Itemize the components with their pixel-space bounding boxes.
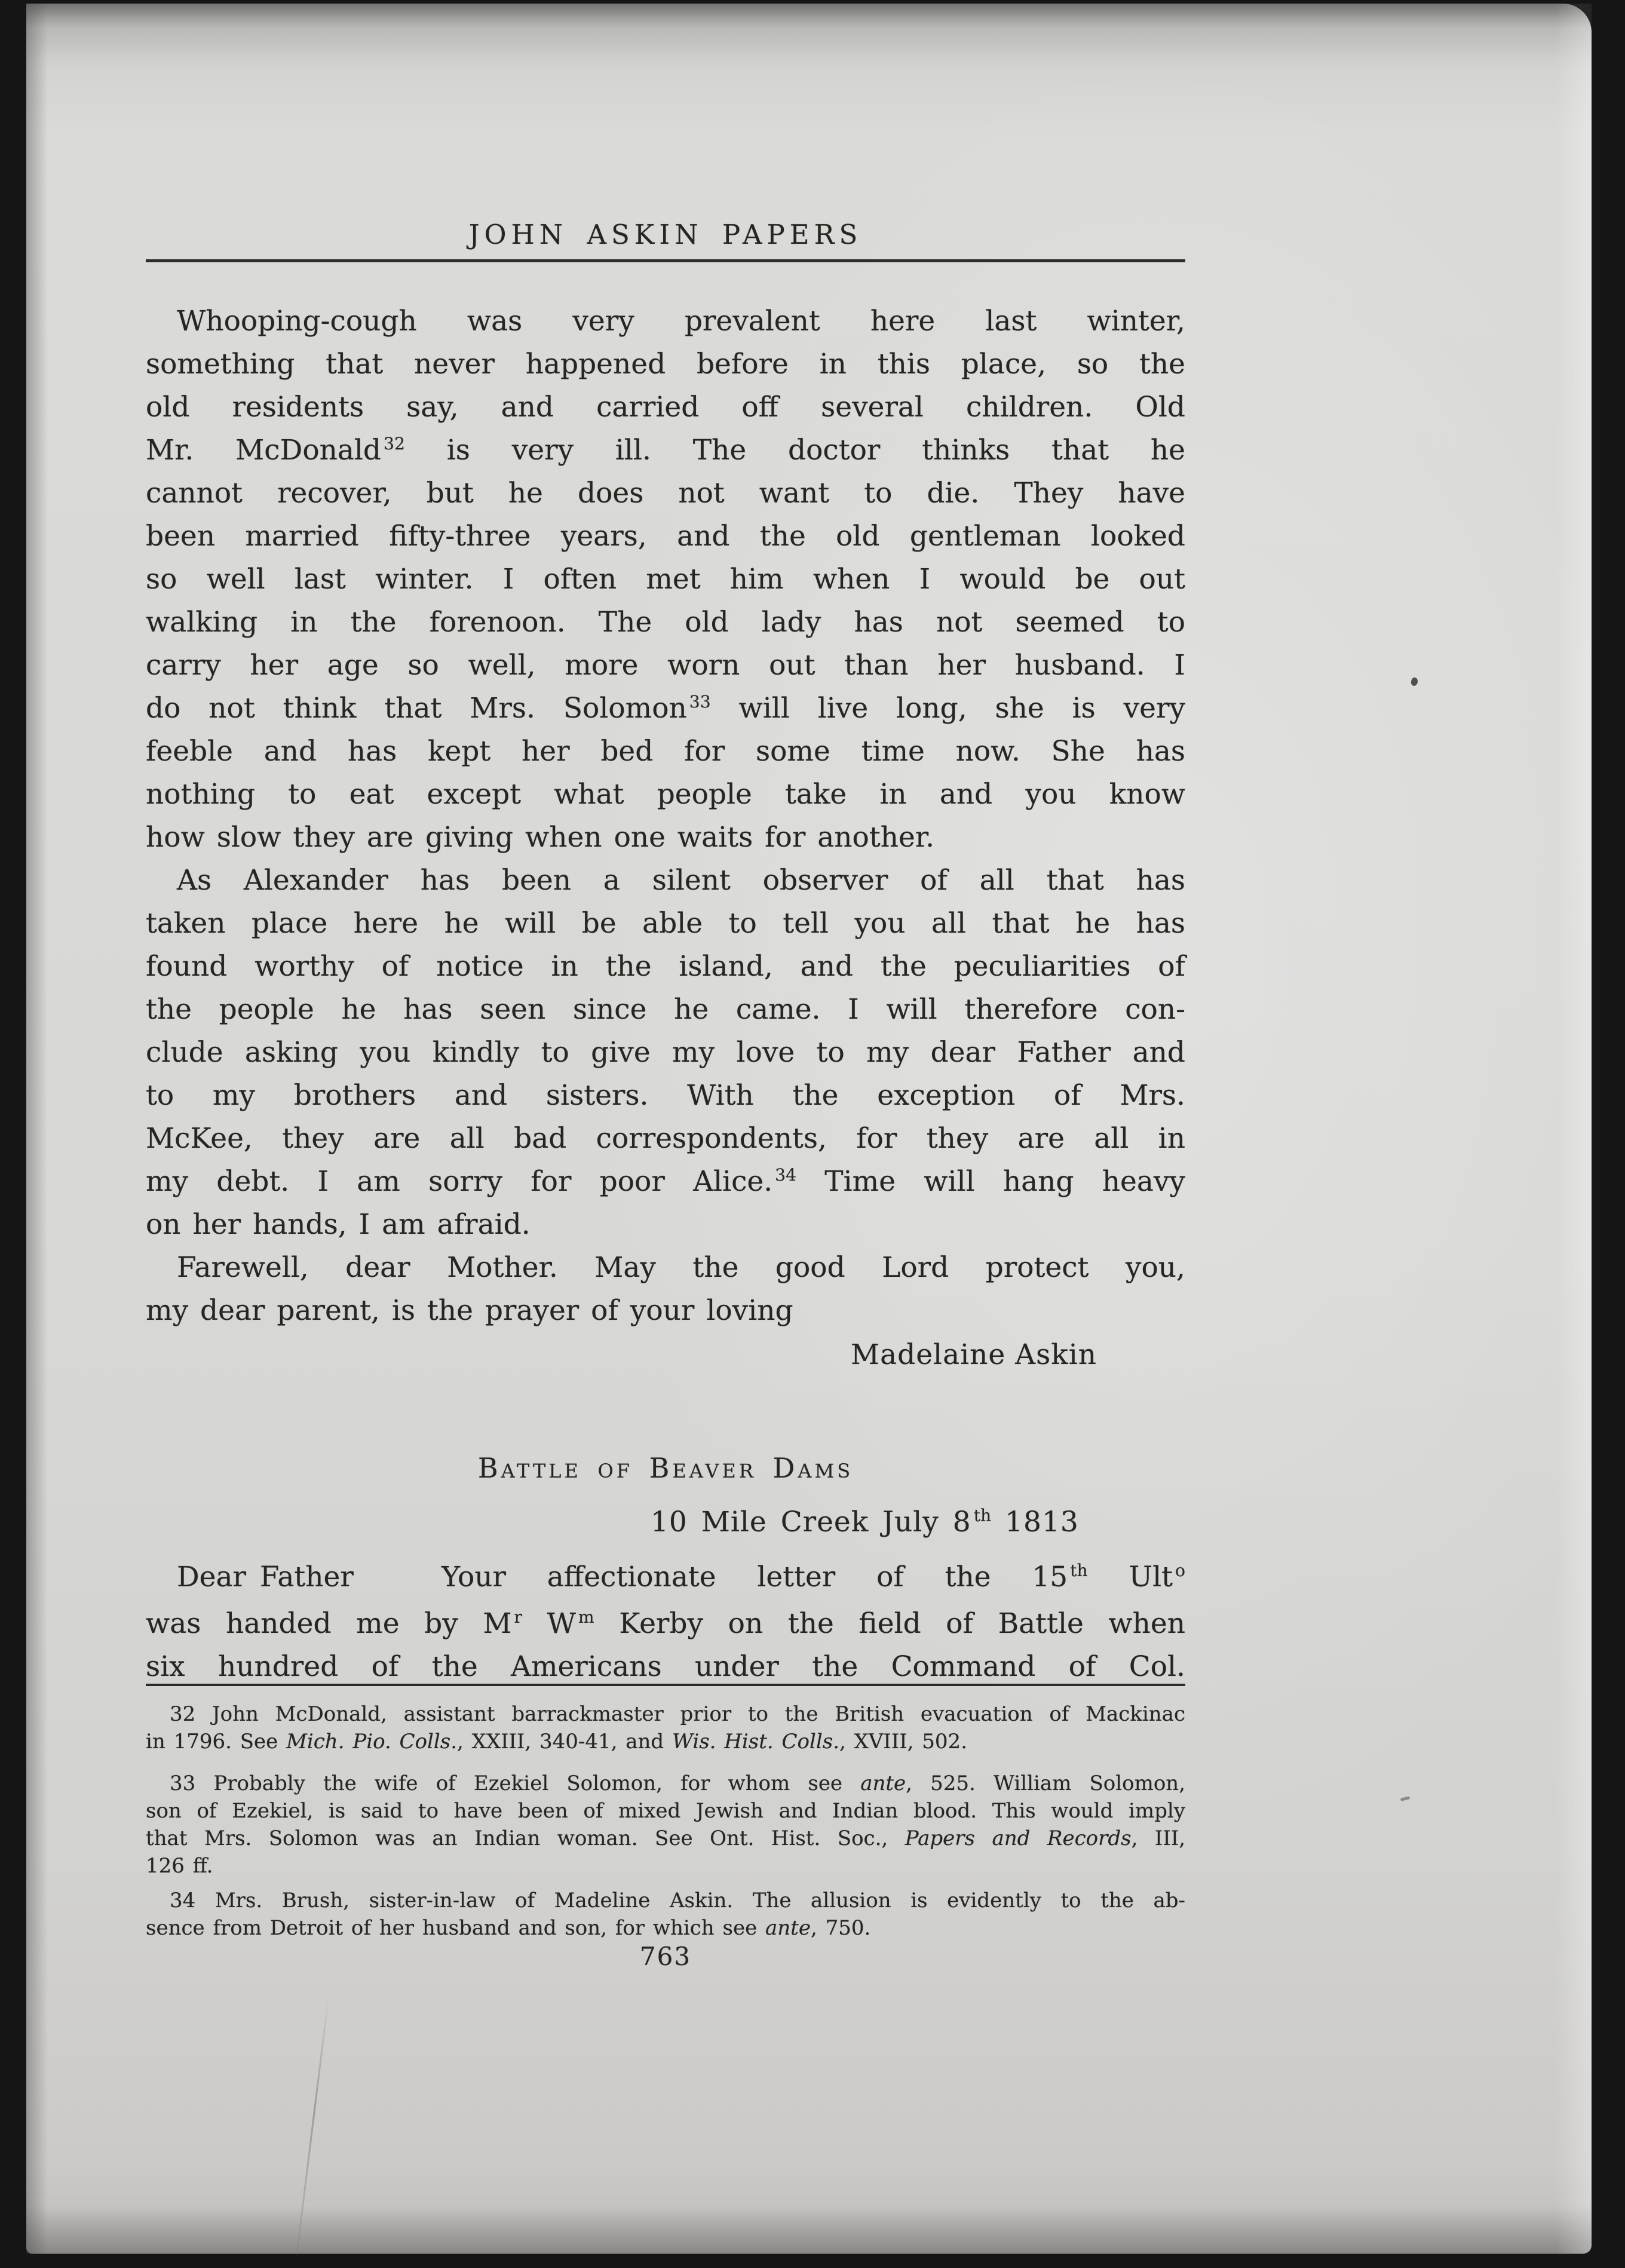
text-line: on her hands, I am afraid. [146, 1208, 531, 1241]
letter-first-line [146, 1559, 1185, 1595]
text-line: sence from Detroit of her husband and son, for which see ante, 750. [146, 1916, 871, 1940]
page-left-shadow [26, 4, 48, 2254]
letter-body [146, 1602, 1185, 1688]
text-line: 34 Mrs. Brush, sister-in-law of Madeline Askin. The allusion is evidently to the ab- [170, 1889, 1185, 1913]
salutation: Dear Father [177, 1561, 354, 1593]
footnote-rule [146, 1684, 1185, 1686]
text-line: been married fifty-three years, and the old gentleman looked [146, 520, 1185, 553]
text-line: walking in the forenoon. The old lady has not seemed to [146, 606, 1185, 639]
scanned-book-page [26, 4, 1592, 2254]
dateline [146, 1506, 1185, 1538]
text-line: six hundred of the Americans under the Command of Col. [146, 1650, 1185, 1683]
text-line: As Alexander has been a silent observer of all that has [177, 864, 1185, 897]
section-heading: Battle of Beaver Dams [477, 1452, 854, 1484]
text-line: taken place here he will be able to tell you all that he has [146, 907, 1185, 940]
text-line: carry her age so well, more worn out than her husband. I [146, 649, 1185, 682]
footnote-33 [146, 1770, 1185, 1880]
text-line: found worthy of notice in the island, and the peculiarities of [146, 950, 1185, 983]
text-line: Whooping-cough was very prevalent here last winter, [177, 305, 1185, 338]
text-line: 32 John McDonald, assistant barrackmaster prior to the British evacuation of Mackinac [170, 1702, 1185, 1726]
text-line: son of Ezekiel, is said to have been of mixed Jewish and Indian blood. This would imply [146, 1799, 1185, 1823]
letter-first-line-rest: Your affectionate letter of the 15 $^{th}$ Ult $^o$ [441, 1561, 1185, 1593]
text-line: Mr. McDonald $^{32}$ is very ill. The doctor thinks that he [146, 434, 1185, 467]
text-line: clude asking you kindly to give my love to my dear Father and [146, 1036, 1185, 1069]
letter-paragraph-1 [146, 300, 1185, 859]
text-line: Farewell, dear Mother. May the good Lord protect you, [177, 1251, 1185, 1284]
footnote-34 [146, 1887, 1185, 1942]
text-line: in 1796. See Mich. Pio. Colls., XXIII, 340-41, and Wis. Hist. Colls., XVIII, 502. [146, 1730, 967, 1754]
text-line: so well last winter. I often met him when I would be out [146, 563, 1185, 596]
dateline-text: 10 Mile Creek July 8 $^{th}$ 1813 [651, 1506, 1079, 1538]
text-line: that Mrs. Solomon was an Indian woman. See Ont. Hist. Soc., Papers and Records, III, [146, 1826, 1186, 1850]
page-right-edge-highlight [1556, 4, 1592, 2254]
text-line: the people he has seen since he came. I will therefore con- [146, 993, 1185, 1026]
text-line: 33 Probably the wife of Ezekiel Solomon, for whom see ante, 525. William Solomon, [170, 1772, 1186, 1795]
text-line: nothing to eat except what people take in and you know [146, 778, 1185, 811]
running-header: JOHN ASKIN PAPERS [468, 219, 863, 250]
ink-speck [1410, 677, 1419, 687]
text-line: my dear parent, is the prayer of your loving [146, 1294, 793, 1327]
text-line: McKee, they are all bad correspondents, for they are all in [146, 1122, 1185, 1155]
text-line: to my brothers and sisters. With the exception of Mrs. [146, 1079, 1185, 1112]
text-line: feeble and has kept her bed for some time now. She has [146, 735, 1185, 768]
text-line: something that never happened before in this place, so the [146, 348, 1185, 381]
text-line: was handed me by M $^r$ W $^m$ Kerby on the field of Battle when [146, 1607, 1185, 1640]
letter-paragraph-2 [146, 859, 1185, 1246]
text-line: 126 ff. [146, 1854, 213, 1878]
text-line: cannot recover, but he does not want to die. They have [146, 477, 1185, 510]
footnote-32 [146, 1700, 1185, 1755]
page-number: 763 [639, 1942, 692, 1971]
text-line: how slow they are giving when one waits for another. [146, 821, 935, 854]
signature-name: Madelaine Askin [851, 1338, 1097, 1371]
text-line: old residents say, and carried off several children. Old [146, 391, 1185, 424]
text-line: my debt. I am sorry for poor Alice. $^{34}$ Time will hang heavy [146, 1165, 1185, 1198]
ink-speck [1400, 1796, 1411, 1801]
text-block [146, 4, 1185, 2254]
header-rule [146, 259, 1185, 262]
text-line: do not think that Mrs. Solomon $^{33}$ will live long, she is very [146, 692, 1185, 725]
signature-line [146, 1337, 1185, 1373]
letter-paragraph-3 [146, 1246, 1185, 1332]
